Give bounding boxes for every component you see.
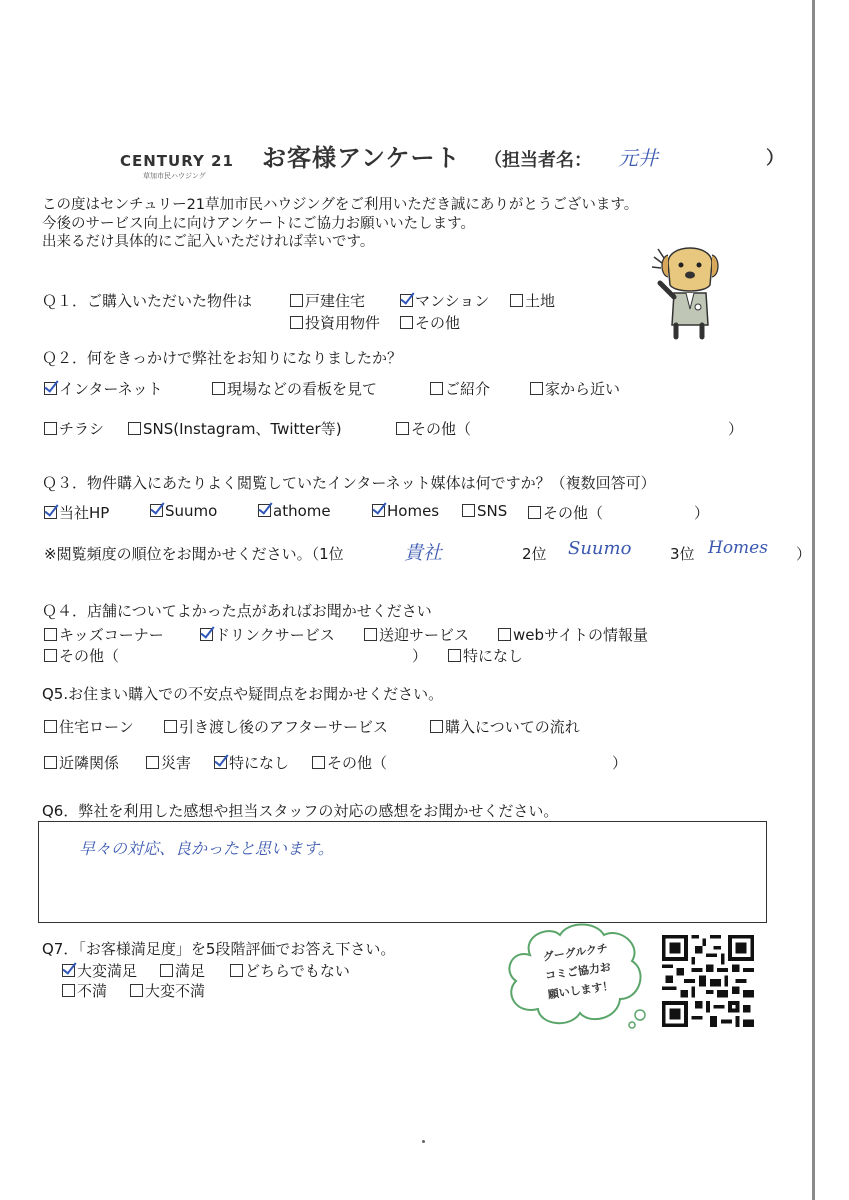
checkbox[interactable] xyxy=(62,984,75,997)
q7-option[interactable]: どちらでもない xyxy=(230,960,350,981)
q3-close-paren: ） xyxy=(694,504,710,522)
q3-rank2-label: 2位 xyxy=(522,545,547,563)
q5-question: Q5.お住まい購入での不安点や疑問点をお聞かせください。 xyxy=(42,685,444,703)
checkbox[interactable] xyxy=(462,504,475,517)
q6-question: Q6．弊社を利用した感想や担当スタッフの対応の感想をお聞かせください。 xyxy=(42,802,559,820)
q4-option[interactable]: webサイトの情報量 xyxy=(498,624,648,645)
checkbox[interactable] xyxy=(528,506,541,519)
scan-edge-line xyxy=(812,0,815,1200)
q5-close-paren: ） xyxy=(612,754,628,772)
checkbox[interactable] xyxy=(290,316,303,329)
staff-close-paren: ） xyxy=(766,148,784,169)
q3-option[interactable]: Suumo xyxy=(150,502,217,520)
q3-option[interactable]: athome xyxy=(258,502,331,520)
q1-option[interactable]: 投資用物件 xyxy=(290,312,380,333)
checkbox-checked[interactable] xyxy=(372,504,385,517)
checkbox[interactable] xyxy=(146,756,159,769)
q2-option[interactable]: 家から近い xyxy=(530,378,620,399)
century21-logo: CENTURY 21 xyxy=(120,152,234,170)
q1-option[interactable]: マンション xyxy=(400,290,489,311)
checkbox[interactable] xyxy=(290,294,303,307)
checkbox-checked[interactable] xyxy=(400,294,413,307)
checkbox[interactable] xyxy=(530,382,543,395)
page-title: お客様アンケート xyxy=(262,144,461,172)
q2-close-paren: ） xyxy=(728,420,744,438)
q4-option[interactable]: キッズコーナー xyxy=(44,624,164,645)
q2-question: Ｑ２．何をきっかけで弊社をお知りになりましたか？ xyxy=(42,349,403,367)
q3-option[interactable]: その他（ xyxy=(528,502,603,523)
checkbox[interactable] xyxy=(160,964,173,977)
intro-line: この度はセンチュリー21草加市民ハウジングをご利用いただき誠にありがとうございます。 xyxy=(42,197,639,213)
checkbox[interactable] xyxy=(230,964,243,977)
q6-answer-handwritten: 早々の対応、良かったと思います。 xyxy=(79,839,334,858)
q7-option[interactable]: 大変不満 xyxy=(130,980,205,1001)
q2-option[interactable]: 現場などの看板を見て xyxy=(212,378,377,399)
logo-subtitle: 草加市民ハウジング xyxy=(143,172,206,180)
checkbox[interactable] xyxy=(400,316,413,329)
checkbox-checked[interactable] xyxy=(150,504,163,517)
q3-rank-close-paren: ） xyxy=(796,545,812,563)
q3-option[interactable]: Homes xyxy=(372,502,439,520)
checkbox[interactable] xyxy=(164,720,177,733)
q1-option[interactable]: 土地 xyxy=(510,290,555,311)
cloud-line: 願いします！ xyxy=(547,979,615,1002)
q7-question: Q7．「お客様満足度」を5段階評価でお答え下さい。 xyxy=(42,940,396,958)
checkbox[interactable] xyxy=(130,984,143,997)
q4-option[interactable]: 特になし xyxy=(448,645,523,666)
staff-label: （担当者名： xyxy=(484,150,592,171)
q3-question: Ｑ３．物件購入にあたりよく閲覧していたインターネット媒体は何ですか？（複数回答可） xyxy=(42,474,656,492)
checkbox[interactable] xyxy=(498,628,511,641)
checkbox[interactable] xyxy=(128,422,141,435)
q5-option[interactable]: 災害 xyxy=(146,752,191,773)
q4-option[interactable]: 送迎サービス xyxy=(364,624,469,645)
cloud-line: グーグルクチ xyxy=(542,941,609,964)
q1-option[interactable]: 戸建住宅 xyxy=(290,290,365,311)
q2-option[interactable]: インターネット xyxy=(44,378,163,399)
scan-speck xyxy=(422,1140,425,1143)
q5-option[interactable]: 引き渡し後のアフターサービス xyxy=(164,716,388,737)
checkbox-checked[interactable] xyxy=(258,504,271,517)
q3-rank3-handwritten: Homes xyxy=(708,538,768,558)
q1-question: Ｑ１．ご購入いただいた物件は xyxy=(42,292,253,310)
cloud-line: コミご協力お xyxy=(544,960,612,983)
q4-question: Ｑ４．店舗についてよかった点があればお聞かせください xyxy=(42,602,432,620)
checkbox[interactable] xyxy=(396,422,409,435)
checkbox[interactable] xyxy=(364,628,377,641)
checkbox[interactable] xyxy=(44,422,57,435)
q5-option[interactable]: その他（ xyxy=(312,752,387,773)
checkbox-checked[interactable] xyxy=(44,382,57,395)
qr-code-icon[interactable] xyxy=(662,935,754,1027)
checkbox[interactable] xyxy=(212,382,225,395)
checkbox-checked[interactable] xyxy=(62,964,75,977)
q4-close-paren: ） xyxy=(412,647,428,665)
q4-option[interactable]: ドリンクサービス xyxy=(200,624,335,645)
q5-option[interactable]: 購入についての流れ xyxy=(430,716,580,737)
q2-option[interactable]: ご紹介 xyxy=(430,378,490,399)
q7-option[interactable]: 満足 xyxy=(160,960,205,981)
staff-name-handwritten: 元井 xyxy=(618,146,658,170)
intro-line: 今後のサービス向上に向けアンケートにご協力お願いいたします。 xyxy=(42,215,475,232)
q3-rank2-handwritten: Suumo xyxy=(568,538,632,559)
q2-option[interactable]: SNS(Instagram、Twitter等) xyxy=(128,418,342,439)
checkbox[interactable] xyxy=(312,756,325,769)
checkbox[interactable] xyxy=(44,720,57,733)
checkbox-checked[interactable] xyxy=(214,756,227,769)
checkbox[interactable] xyxy=(510,294,523,307)
checkbox[interactable] xyxy=(44,649,57,662)
q5-option[interactable]: 特になし xyxy=(214,752,289,773)
checkbox[interactable] xyxy=(430,720,443,733)
q2-option[interactable]: その他（ xyxy=(396,418,471,439)
q2-option[interactable]: チラシ xyxy=(44,418,104,439)
q7-option[interactable]: 大変満足 xyxy=(62,960,137,981)
checkbox[interactable] xyxy=(430,382,443,395)
dog-mascot-icon xyxy=(650,235,730,340)
checkbox-checked[interactable] xyxy=(44,506,57,519)
checkbox[interactable] xyxy=(44,628,57,641)
checkbox[interactable] xyxy=(44,756,57,769)
checkbox[interactable] xyxy=(448,649,461,662)
q5-option[interactable]: 近隣関係 xyxy=(44,752,119,773)
q5-option[interactable]: 住宅ローン xyxy=(44,716,134,737)
intro-line: 出来るだけ具体的にご記入いただければ幸いです。 xyxy=(42,234,375,250)
speech-cloud-icon xyxy=(500,915,650,1035)
checkbox-checked[interactable] xyxy=(200,628,213,641)
q1-option[interactable]: その他 xyxy=(400,312,460,333)
q6-answer-box[interactable] xyxy=(38,821,767,923)
q3-option[interactable]: SNS xyxy=(462,502,507,520)
q7-option[interactable]: 不満 xyxy=(62,980,107,1001)
q3-rank1-handwritten: 貴社 xyxy=(404,542,443,564)
q3-rank-prompt: ※閲覧頻度の順位をお聞かせください。（1位 xyxy=(44,545,344,563)
intro-text xyxy=(42,196,638,252)
q3-rank3-label: 3位 xyxy=(670,545,695,563)
q4-option[interactable]: その他（ xyxy=(44,645,119,666)
q3-option[interactable]: 当社HP xyxy=(44,502,109,523)
